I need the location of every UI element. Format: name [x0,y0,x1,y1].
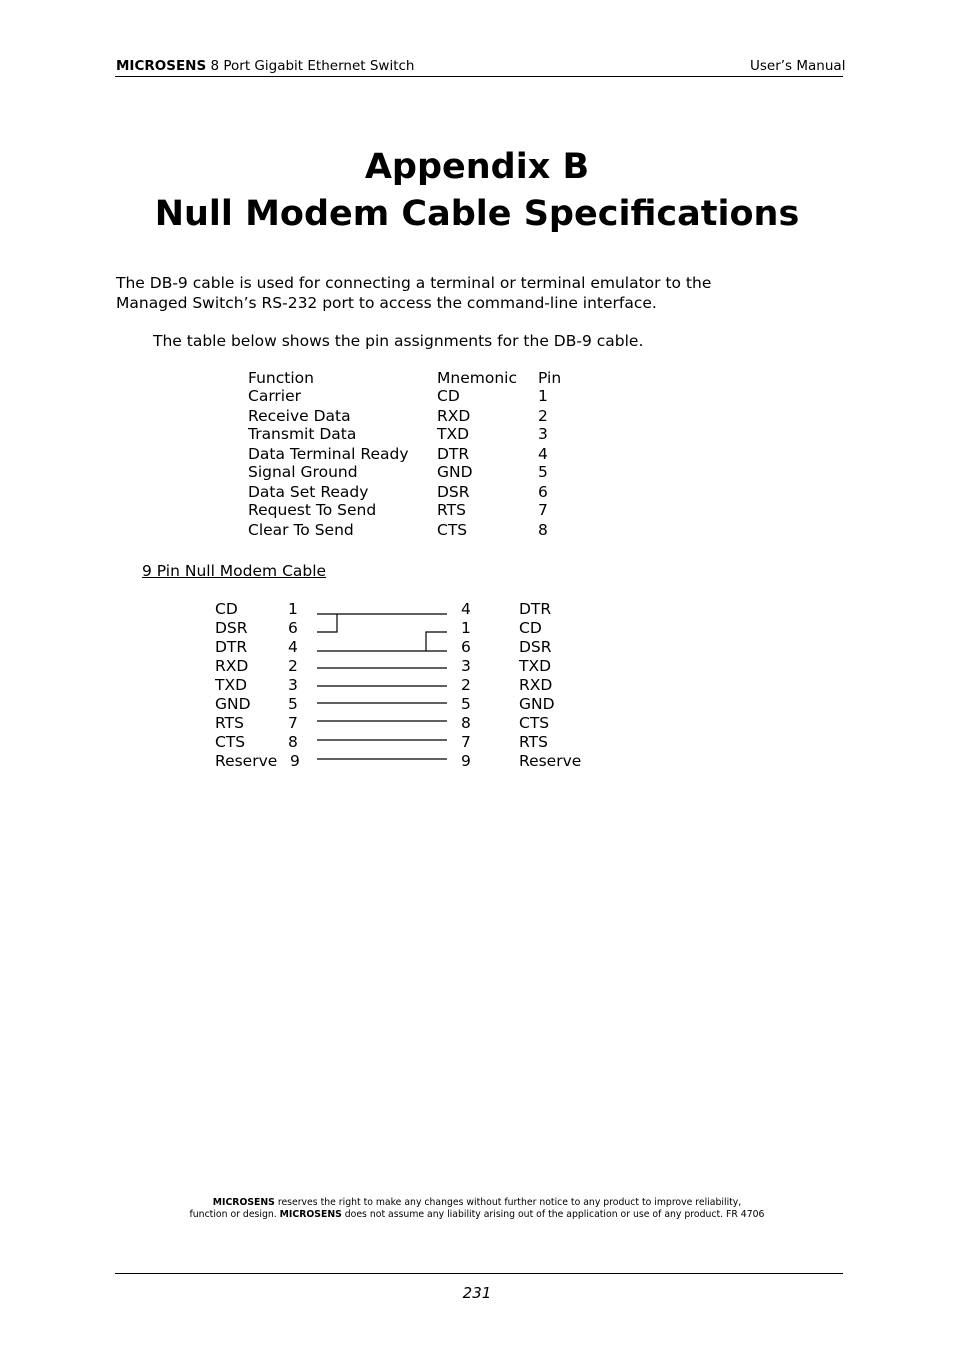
page-title-line1: Appendix B [364,147,590,187]
pin-table-cell: Data Set Ready [248,483,369,501]
cable-left-signal: RTS [215,714,244,732]
cable-left-signal: DTR [215,638,248,656]
pin-table-cell: RXD [437,407,471,425]
pin-table-header-mnemonic: Mnemonic [437,369,517,387]
disclaimer-line2 [0,1209,954,1221]
disclaimer-text: function or design. [189,1209,280,1220]
cable-left-pin: 2 [288,657,298,675]
cable-left-pin: 8 [288,733,298,751]
cable-right-pin: 7 [461,733,471,751]
cable-left-pin: 4 [288,638,298,656]
cable-right-signal: CD [519,619,542,637]
cable-left-signal: DSR [215,619,248,637]
cable-right-signal: RXD [519,676,553,694]
cable-right-signal: CTS [519,714,550,732]
pin-table-cell: CD [437,387,460,405]
pin-table-cell: TXD [437,425,470,443]
cable-right-signal: TXD [519,657,552,675]
disclaimer-brand: MICROSENS [279,1209,342,1220]
intro-paragraph: The DB-9 cable is used for connecting a terminal or terminal emulator to the Managed Switch’s RS-232 port to access the command-line interface. [116,274,712,312]
cable-right-signal: Reserve [519,752,582,770]
disclaimer-line1 [0,1197,954,1209]
cable-right-pin: 1 [461,619,471,637]
disclaimer-text: does not assume any liability arising out of the application or use of any product. FR 4706 [341,1209,765,1220]
pin-table-cell: Data Terminal Ready [248,445,409,463]
cable-right-signal: DTR [519,600,552,618]
pin-table-cell: 5 [538,463,548,481]
header-manual: User’s Manual [750,58,846,74]
pin-table-cell: 2 [538,407,548,425]
pin-table-cell: Signal Ground [248,463,358,481]
pin-table-cell: DTR [437,445,470,463]
pin-table-cell: Receive Data [248,407,351,425]
pin-table-cell: Request To Send [248,501,377,519]
page-number: 231 [462,1284,492,1302]
cable-right-pin: 3 [461,657,471,675]
cable-left-signal: GND [215,695,251,713]
cable-left-signal: CD [215,600,238,618]
cable-left-pin: 3 [288,676,298,694]
disclaimer-text: reserves the right to make any changes without further notice to any product to improve reliability, [274,1197,742,1208]
cable-right-pin: 4 [461,600,471,618]
cable-left-pin: 6 [288,619,298,637]
cable-left-signal: TXD [215,676,248,694]
pin-table-cell: 7 [538,501,548,519]
pin-table-cell: 4 [538,445,548,463]
pin-table-cell: 3 [538,425,548,443]
wire-cd-jumper [426,632,447,651]
pin-table-cell: Carrier [248,387,302,405]
cable-left-signal: RXD [215,657,249,675]
pin-table-cell: RTS [437,501,466,519]
footer-divider [115,1273,843,1274]
cable-right-pin: 2 [461,676,471,694]
cable-right-signal: DSR [519,638,552,656]
pin-table-cell: DSR [437,483,470,501]
pin-table-cell: Clear To Send [248,521,354,539]
header-product: 8 Port Gigabit Ethernet Switch [210,58,415,74]
wire-dsr-jumper [317,614,337,632]
pin-table-cell: 1 [538,387,548,405]
disclaimer-brand: MICROSENS [212,1197,275,1208]
cable-right-signal: GND [519,695,555,713]
cable-left-pin: 7 [288,714,298,732]
cable-left-pin: 5 [288,695,298,713]
cable-right-pin: 6 [461,638,471,656]
pin-table-header-function: Function [248,369,314,387]
cable-left-signal: Reserve [215,752,278,770]
pin-table-header-pin: Pin [538,369,562,387]
pin-table-cell: 8 [538,521,548,539]
table-intro-paragraph: The table below shows the pin assignments for the DB-9 cable. [153,332,644,350]
cable-right-pin: 5 [461,695,471,713]
cable-left-pin: 9 [290,752,300,770]
pin-table-cell: 6 [538,483,548,501]
cable-right-pin: 9 [461,752,471,770]
cable-section-title: 9 Pin Null Modem Cable [142,562,327,580]
page-title-line2: Null Modem Cable Specifications [154,194,800,234]
cable-right-pin: 8 [461,714,471,732]
pin-table-cell: Transmit Data [248,425,357,443]
pin-table-cell: GND [437,463,473,481]
pin-table-cell: CTS [437,521,468,539]
cable-right-signal: RTS [519,733,548,751]
header-brand: MICROSENS [116,58,207,74]
cable-left-pin: 1 [288,600,298,618]
cable-left-signal: CTS [215,733,246,751]
